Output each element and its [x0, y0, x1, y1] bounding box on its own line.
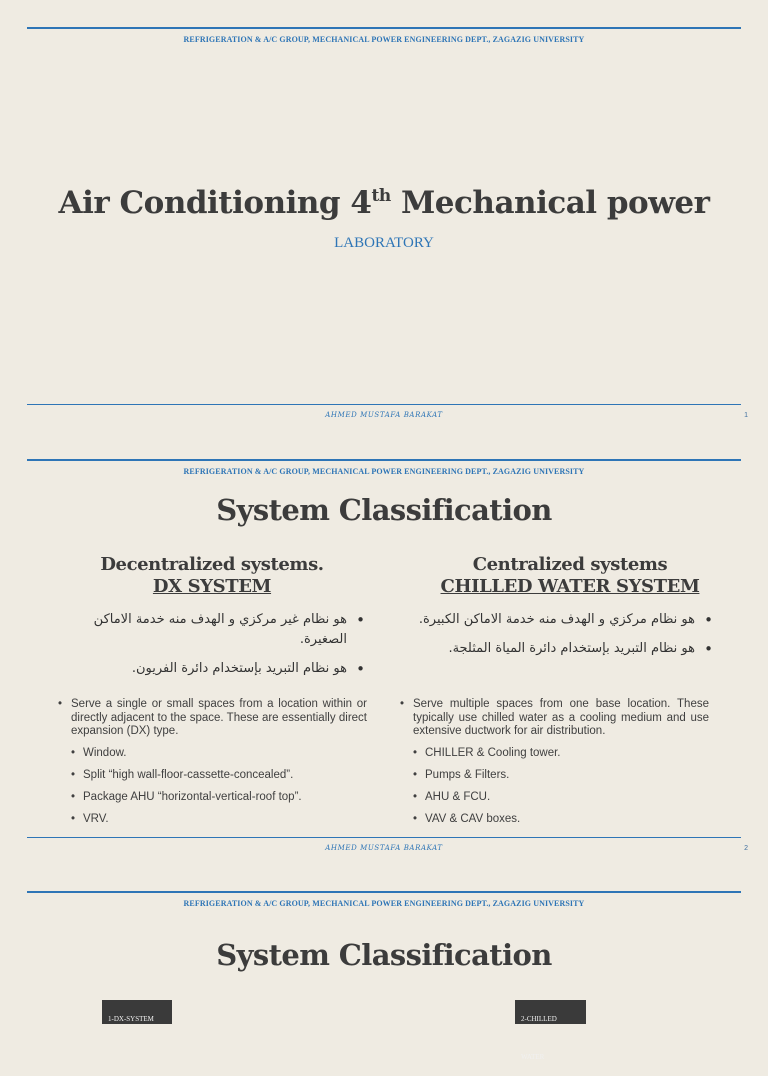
left-arabic-list [45, 610, 365, 688]
slide2-header: REFRIGERATION & A/C GROUP, MECHANICAL POWER ENGINEERING DEPT., ZAGAZIG UNIVERSITY [183, 467, 585, 476]
left-english-block [55, 698, 367, 835]
right-lead-text: • Serve multiple spaces from one base location. These typically use chilled water as a cooling medium and use extensive ductwork for air distribution. [397, 698, 709, 739]
list-item: • Window. [55, 747, 367, 761]
right-column-heading: Centralized systems CHILLED WATER SYSTEM [440, 554, 700, 597]
slide2-bottom-rule [27, 837, 741, 838]
left-lead-text: • Serve a single or small spaces from a location within or directly adjacent to the space. These are essentially direct expansion (DX) type. [55, 698, 367, 739]
chilled-water-tag: 2-CHILLED WATER [515, 1000, 586, 1024]
list-item: • Split “high wall-floor-cassette-concealed”. [55, 769, 367, 783]
slide2-footer-author: AHMED MUSTAFA BARAKAT [325, 844, 443, 852]
list-item: • Pumps & Filters. [397, 769, 709, 783]
left-column-heading: Decentralized systems. DX SYSTEM [100, 554, 324, 597]
slide1-bottom-rule [27, 404, 741, 405]
list-item: • VRV. [55, 813, 367, 827]
slide2-top-rule [27, 459, 741, 461]
slide3-header: REFRIGERATION & A/C GROUP, MECHANICAL POWER ENGINEERING DEPT., ZAGAZIG UNIVERSITY [183, 899, 585, 908]
right-english-block [397, 698, 709, 835]
slide1-top-rule [27, 27, 741, 29]
slide1-footer-author: AHMED MUSTAFA BARAKAT [325, 411, 443, 419]
list-item: • CHILLER & Cooling tower. [397, 747, 709, 761]
list-item: • Package AHU “horizontal-vertical-roof top”. [55, 791, 367, 805]
list-item: • هو نظام التبريد بإستخدام دائرة المياة المثلجة. [393, 639, 713, 659]
slide2-page-number: 2 [744, 845, 748, 852]
list-item: • AHU & FCU. [397, 791, 709, 805]
list-item: • VAV & CAV boxes. [397, 813, 709, 827]
slide3-title: System Classification [216, 938, 552, 972]
list-item: • هو نظام غير مركزي و الهدف منه خدمة الاماكن الصغيرة. [45, 610, 365, 650]
right-arabic-list [393, 610, 713, 668]
slide1-subtitle: LABORATORY [334, 235, 434, 251]
slide1-header: REFRIGERATION & A/C GROUP, MECHANICAL POWER ENGINEERING DEPT., ZAGAZIG UNIVERSITY [183, 35, 585, 44]
slide1-page-number: 1 [744, 412, 748, 419]
slide1-title: Air Conditioning 4th Mechanical power [58, 185, 710, 221]
dx-system-tag: 1-DX-SYSTEM [102, 1000, 172, 1024]
slide2-title: System Classification [216, 493, 552, 527]
slide3-top-rule [27, 891, 741, 893]
list-item: • هو نظام مركزي و الهدف منه خدمة الاماكن الكبيرة. [393, 610, 713, 630]
list-item: • هو نظام التبريد بإستخدام دائرة الفريون. [45, 659, 365, 679]
